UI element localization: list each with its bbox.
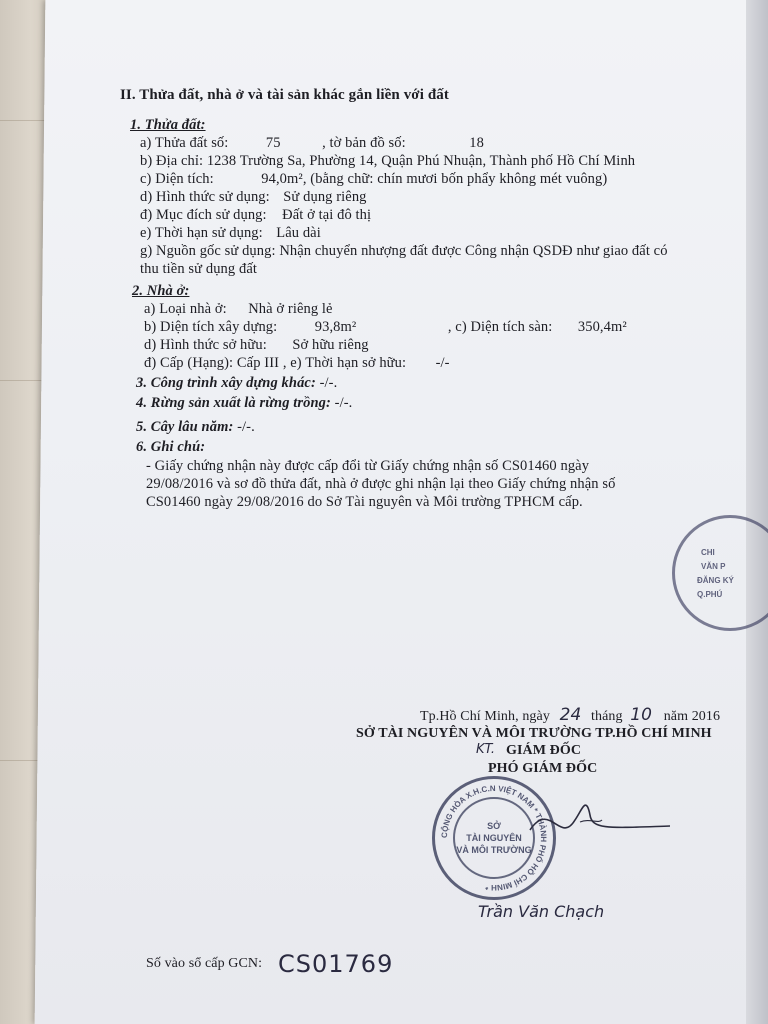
house-title: 2. Nhà ở: (132, 283, 190, 299)
house-type-value: Nhà ở riêng lẻ (248, 301, 333, 317)
grade-label: đ) Cấp (Hạng): Cấp III (144, 355, 280, 371)
map-sheet-value: 18 (469, 135, 484, 151)
deputy-director-title: PHÓ GIÁM ĐỐC (488, 761, 598, 776)
date-prefix: Tp.Hồ Chí Minh, ngày (420, 709, 550, 724)
issue-date-row (420, 705, 720, 725)
land-area-row (140, 171, 607, 188)
usage-origin-line2: thu tiền sử dụng đất (140, 261, 257, 277)
usage-purpose-value: Đất ở tại đô thị (282, 207, 372, 223)
date-month-label: tháng (591, 709, 623, 724)
notes-line3: CS01460 ngày 29/08/2016 do Sở Tài nguyên và Môi trường TPHCM cấp. (146, 494, 583, 510)
land-area-label: c) Diện tích: (140, 171, 214, 187)
other-works-label: 3. Công trình xây dựng khác: (136, 375, 316, 391)
seal-line1: SỞ (487, 821, 501, 831)
house-type-label: a) Loại nhà ở: (144, 301, 227, 317)
svg-text:CỘNG HÒA X.H.C.N VIỆT NAM * TH: CỘNG HÒA X.H.C.N VIỆT NAM * THÀNH PHỐ HỒ CHÍ MINH * (439, 783, 549, 893)
other-works-value: -/-. (315, 375, 338, 391)
issuing-authority: SỞ TÀI NGUYÊN VÀ MÔI TRƯỜNG TP.HỒ CHÍ MINH (356, 726, 712, 741)
stamp2-text: VĂN P (701, 562, 726, 571)
usage-term-row (140, 225, 321, 242)
build-area-value: 93,8m² (314, 319, 357, 335)
date-year: năm 2016 (663, 709, 721, 724)
other-works-row (136, 375, 337, 392)
house-area-row (144, 319, 627, 336)
director-title: GIÁM ĐỐC (506, 743, 582, 758)
planted-forest-label: 4. Rừng sản xuất là rừng trồng: (136, 395, 331, 411)
perennial-trees-label: 5. Cây lâu năm: (136, 419, 234, 435)
registration-label: Số vào sổ cấp GCN: (146, 956, 263, 971)
grade-row (144, 355, 450, 372)
page-edge (746, 0, 768, 1024)
signature-mark (520, 790, 680, 850)
land-number-row (140, 135, 484, 152)
build-area-label: b) Diện tích xây dựng: (144, 319, 278, 335)
floor-area-value: 350,4m² (577, 319, 627, 335)
floor-area-label: , c) Diện tích sàn: (447, 319, 553, 335)
land-title: 1. Thửa đất: (130, 117, 206, 133)
usage-term-label: e) Thời hạn sử dụng: (140, 225, 263, 241)
usage-form-label: d) Hình thức sử dụng: (140, 189, 270, 205)
seal-line2: TÀI NGUYÊN (466, 833, 522, 843)
usage-term-value: Lâu dài (276, 225, 321, 241)
usage-form-row (140, 189, 367, 206)
land-address: b) Địa chỉ: 1238 Trường Sa, Phường 14, Quận Phú Nhuận, Thành phố Hồ Chí Minh (140, 153, 636, 169)
land-number-label: a) Thửa đất số: (140, 135, 229, 151)
planted-forest-value: -/-. (330, 395, 353, 411)
section-heading: II. Thửa đất, nhà ở và tài sản khác gắn liền với đất (120, 87, 449, 103)
ownership-form-row (144, 337, 369, 354)
perennial-trees-value: -/-. (233, 419, 255, 435)
ownership-term-value: -/- (435, 355, 450, 371)
signer-name: Trần Văn Chạch (478, 902, 605, 921)
date-month: 10 (630, 705, 653, 725)
registration-number: CS01769 (278, 950, 394, 978)
stamp2-text: ĐĂNG KÝ (697, 576, 734, 585)
notes-line1: - Giấy chứng nhận này được cấp đổi từ Giấy chứng nhận số CS01460 ngày (146, 458, 590, 474)
planted-forest-row (136, 395, 352, 412)
usage-origin-line1: g) Nguồn gốc sử dụng: Nhận chuyển nhượng đất được Công nhận QSDĐ như giao đất có (140, 243, 668, 259)
stamp2-text: Q.PHÚ (697, 590, 723, 599)
seal-line3: VÀ MÔI TRƯỜNG (456, 845, 532, 855)
perennial-trees-row (136, 419, 255, 436)
date-day: 24 (559, 705, 582, 725)
usage-purpose-label: đ) Mục đích sử dụng: (140, 207, 267, 223)
ownership-form-value: Sở hữu riêng (292, 337, 369, 353)
kt-handwritten: KT. (476, 742, 496, 757)
land-number-value: 75 (265, 135, 281, 151)
usage-purpose-row (140, 207, 371, 224)
ownership-term-label: , e) Thời hạn sở hữu: (282, 355, 407, 371)
ownership-form-label: d) Hình thức sở hữu: (144, 337, 267, 353)
stamp2-text: CHI (701, 548, 715, 557)
notes-title: 6. Ghi chú: (136, 439, 206, 455)
house-type-row (144, 301, 333, 318)
map-sheet-label: , tờ bản đồ số: (322, 135, 406, 151)
land-area-value: 94,0m², (bằng chữ: chín mươi bốn phẩy không mét vuông) (261, 171, 608, 187)
usage-form-value: Sử dụng riêng (283, 189, 367, 205)
notes-line2: 29/08/2016 và sơ đồ thửa đất, nhà ở được ghi nhận lại theo Giấy chứng nhận số (146, 476, 616, 492)
